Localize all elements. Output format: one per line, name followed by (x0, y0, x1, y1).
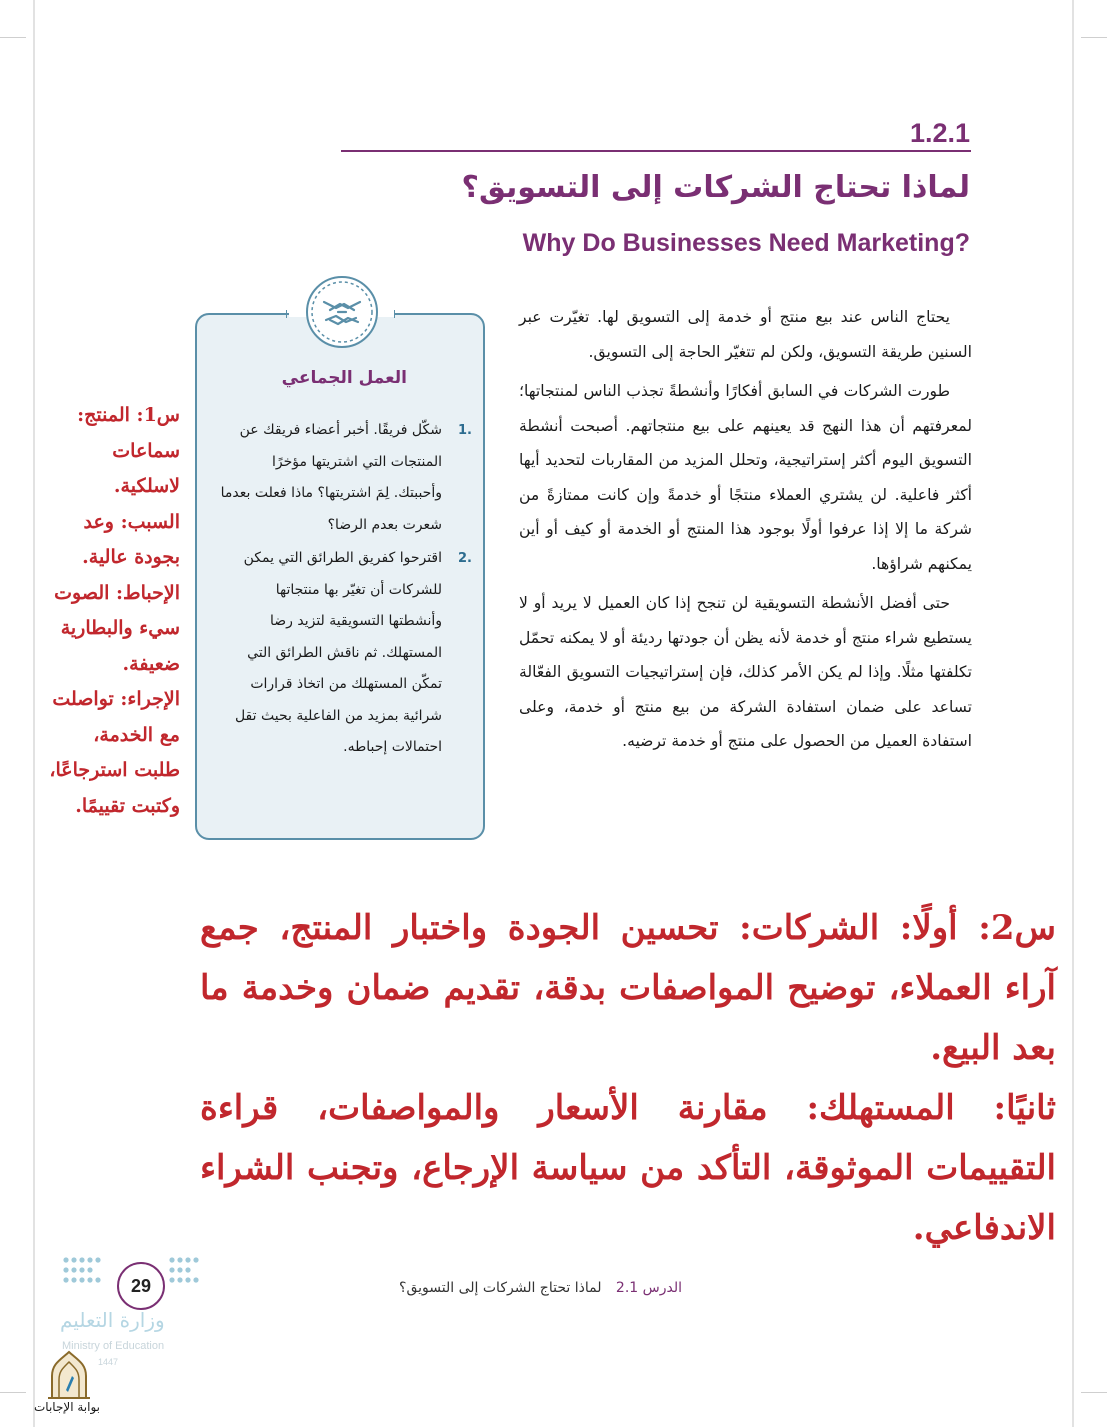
handwritten-line: السبب: وعد (83, 510, 180, 533)
handwritten-answer-2 (200, 898, 1056, 1258)
box-tick (394, 310, 395, 318)
list-item (220, 415, 472, 541)
portal-mosque-icon (44, 1350, 94, 1402)
crop-mark (1081, 1392, 1107, 1393)
handwritten-line: بجودة عالية. (82, 546, 180, 568)
teamwork-list (220, 415, 472, 766)
teamwork-title: العمل الجماعي (281, 368, 407, 388)
list-item (220, 543, 472, 764)
list-item-number: 2. (458, 551, 472, 566)
handwritten-line: سماعات (112, 439, 180, 462)
handwritten-line: س1: المنتج: (77, 404, 180, 426)
crop-mark (0, 37, 26, 38)
handwritten-line: ضعيفة. (122, 652, 180, 675)
list-item-text: شكّل فريقًا. أخبر أعضاء فريقك عن المنتجات التي اشتريتها مؤخرًا وأحببتك. لِمَ اشتريتها؟ ماذا فعلت بعدما شعرت بعدم الرضا؟ (220, 422, 442, 533)
body-paragraph: يحتاج الناس عند بيع منتج أو خدمة إلى التسويق لها. تغيّرت عبر السنين طريقة التسويق، ولكن لم تتغيّر الحاجة إلى التسويق. (519, 308, 972, 361)
handwritten-line: مع الخدمة، (93, 723, 180, 746)
handwritten-answer-1 (30, 398, 180, 824)
footer-lesson-title: لماذا تحتاج الشركات إلى التسويق؟ (399, 1280, 602, 1296)
main-body-text (519, 300, 972, 764)
ministry-name-english: Ministry of Education (62, 1340, 165, 1352)
teamwork-hands-icon (304, 274, 380, 350)
footer-lesson (399, 1280, 682, 1296)
crop-mark (0, 1392, 26, 1393)
box-tick (286, 310, 287, 318)
handwritten-paragraph: س2: أولًا: الشركات: تحسين الجودة واختبار المنتج، جمع آراء العملاء، توضيح المواصفات بدقة، تقديم ضمان وخدمة ما بعد البيع. (200, 908, 1056, 1068)
list-item-text: اقترحوا كفريق الطرائق التي يمكن للشركات أن تغيّر بها منتجاتها وأنشطتها التسويقية لتزيد رضا المستهلك. ثم ناقش الطرائق التي تمكّن المستهلك من اتخاذ قرارات شرائية بمزيد من الفاعلية بحيث تقل احتمالات إحباطه. (234, 550, 442, 755)
handwritten-line: وكتبت تقييمًا. (75, 794, 180, 817)
page-edge-right (1072, 0, 1074, 1427)
handwritten-line: الإجراء: تواصلت (52, 688, 180, 710)
body-paragraph: طورت الشركات في السابق أفكارًا وأنشطةً تجذب الناس لمنتجاتها؛ لمعرفتهم أن هذا النهج قد يعينهم على بيع منتجاتهم. أصبحت أنشطة التسويق اليوم أكثر إستراتيجية، وتحلل المزيد من المقاربات لتحديد أيها أكثر فاعلية. لن يشتري العملاء منتجًا أو خدمةً وإن كانت ممتازةً من شركة ما إلا إذا عرفوا أولًا بوجود هذا المنتج أو الخدمة أو كيف أو أين يمكنهم شراؤها. (519, 382, 972, 573)
page-title-arabic: لماذا تحتاج الشركات إلى التسويق؟ (461, 170, 970, 205)
handwritten-line: الإحباط: الصوت (54, 581, 180, 604)
footer-lesson-label: الدرس 2.1 (615, 1280, 682, 1296)
crop-mark (1081, 37, 1107, 38)
body-paragraph: حتى أفضل الأنشطة التسويقية لن تنجح إذا كان العميل لا يريد أو لا يستطيع شراء منتج أو خدمة لأنه يظن أن جودتها رديئة أو لا يمكنه تحمّل تكلفتها مثلًا. وإذا لم يكن الأمر كذلك، فإن إستراتيجيات التسويق الفعّالة تساعد على ضمان استفادة الشركة من بيع منتج أو خدمة، وعلى استفادة العميل من الحصول على منتج أو خدمة ترضيه. (519, 594, 972, 750)
ministry-name-arabic: وزارة التعليم (60, 1308, 165, 1332)
handwritten-line: لاسلكية. (113, 475, 180, 497)
handwritten-line: طلبت استرجاعًا، (49, 759, 180, 781)
section-number: 1.2.1 (909, 118, 970, 148)
handwritten-line: سيء والبطارية (60, 617, 180, 639)
page-number: 29 (117, 1262, 165, 1310)
ministry-year: 1447 (98, 1357, 119, 1367)
list-item-number: 1. (458, 423, 472, 438)
page-title-english: Why Do Businesses Need Marketing? (522, 229, 970, 257)
handwritten-paragraph: ثانيًا: المستهلك: مقارنة الأسعار والمواصفات، قراءة التقييمات الموثوقة، التأكد من سياسة الإرجاع، وتجنب الشراء الاندفاعي. (200, 1088, 1056, 1248)
title-divider (341, 150, 971, 152)
portal-name: بوابة الإجابات (34, 1400, 101, 1414)
